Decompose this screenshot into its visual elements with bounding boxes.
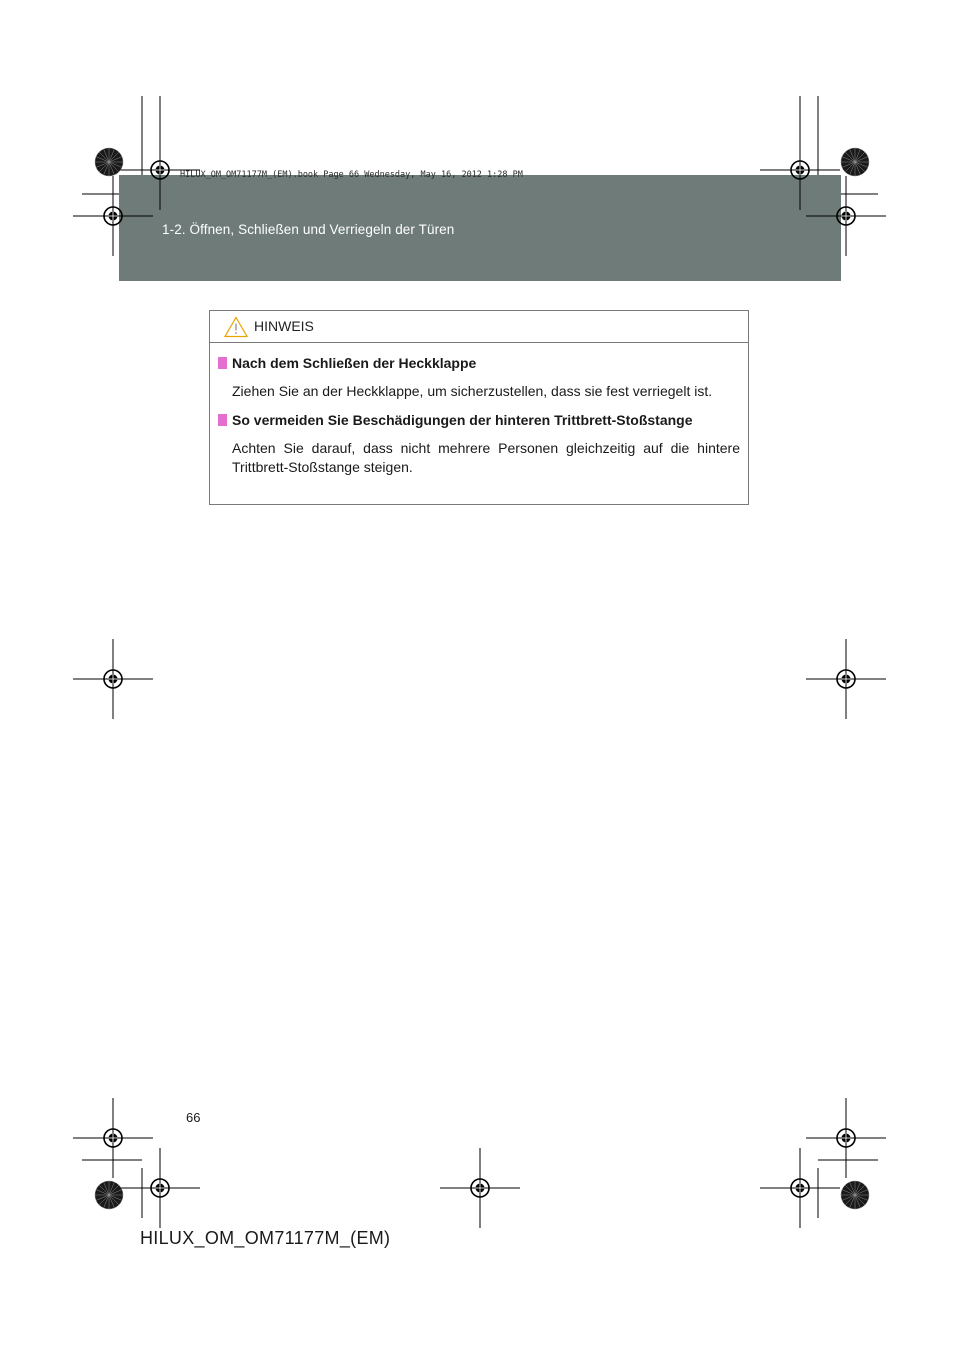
page-number: 66 (186, 1110, 201, 1125)
notice-label: HINWEIS (254, 318, 314, 334)
notice-item-text: Ziehen Sie an der Heckklappe, um sicherzustellen, dass sie fest verriegelt ist. (232, 383, 713, 399)
section-title: 1-2. Öffnen, Schließen und Verriegeln der Türen (162, 222, 455, 237)
notice-item-title: Nach dem Schließen der Heckklappe (218, 354, 740, 373)
notice-item-title: So vermeiden Sie Beschädigungen der hinteren Trittbrett-Stoßstange (218, 411, 740, 430)
registration-mark-icon (73, 130, 886, 1228)
print-stamp: HILUX_OM_OM71177M_(EM).book Page 66 Wednesday, May 16, 2012 1:28 PM (180, 170, 523, 180)
footer-code: HILUX_OM_OM71177M_(EM) (140, 1228, 391, 1248)
starburst-target-icon (95, 148, 869, 1209)
notice-item-text: Achten Sie darauf, dass nicht mehrere Personen gleichzeitig auf die hintere Trittbrett-Stoßstange steigen. (232, 440, 740, 475)
